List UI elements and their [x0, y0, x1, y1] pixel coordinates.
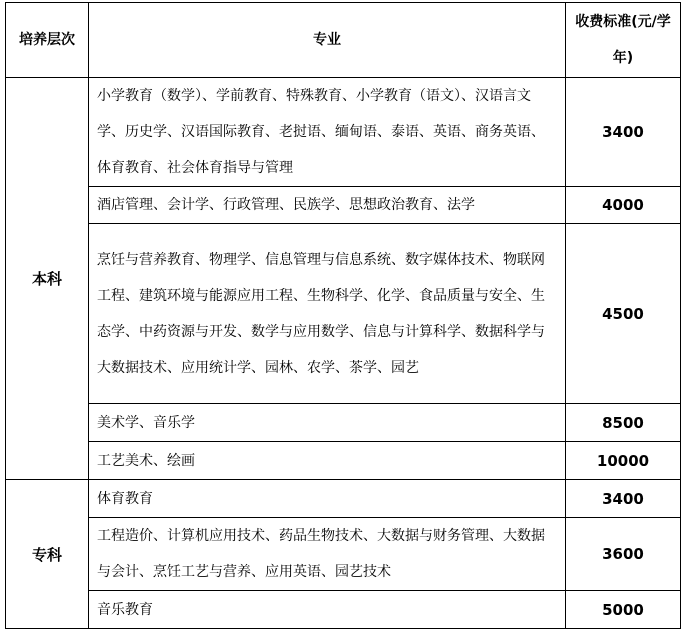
table-row — [6, 78, 681, 187]
majors-cell: 小学教育（数学）、学前教育、特殊教育、小学教育（语文）、汉语言文学、历史学、汉语国际教育、老挝语、缅甸语、泰语、英语、商务英语、体育教育、社会体育指导与管理 — [89, 78, 566, 187]
fee-cell: 4000 — [566, 187, 681, 224]
table-row — [6, 442, 681, 480]
majors-cell: 烹饪与营养教育、物理学、信息管理与信息系统、数字媒体技术、物联网工程、建筑环境与能源应用工程、生物科学、化学、食品质量与安全、生态学、中药资源与开发、数学与应用数学、信息与计算科学、数据科学与大数据技术、应用统计学、园林、农学、茶学、园艺 — [89, 224, 566, 404]
header-major: 专业 — [89, 3, 566, 78]
fee-cell: 10000 — [566, 442, 681, 480]
header-level: 培养层次 — [6, 3, 89, 78]
header-fee: 收费标准(元/学年) — [566, 3, 681, 78]
fee-cell: 4500 — [566, 224, 681, 404]
fee-cell: 8500 — [566, 404, 681, 442]
table-row — [6, 591, 681, 629]
majors-cell: 音乐教育 — [89, 591, 566, 629]
fee-cell: 3400 — [566, 78, 681, 187]
majors-cell: 工程造价、计算机应用技术、药品生物技术、大数据与财务管理、大数据与会计、烹饪工艺与营养、应用英语、园艺技术 — [89, 518, 566, 591]
table-row — [6, 480, 681, 518]
header-row — [6, 3, 681, 78]
table-row — [6, 404, 681, 442]
level-cell-junior-college: 专科 — [6, 480, 89, 629]
majors-cell: 酒店管理、会计学、行政管理、民族学、思想政治教育、法学 — [89, 187, 566, 224]
table-row — [6, 187, 681, 224]
majors-cell: 体育教育 — [89, 480, 566, 518]
level-cell-undergraduate: 本科 — [6, 78, 89, 480]
fee-cell: 5000 — [566, 591, 681, 629]
fee-cell: 3400 — [566, 480, 681, 518]
table-row — [6, 224, 681, 404]
fee-cell: 3600 — [566, 518, 681, 591]
majors-cell: 工艺美术、绘画 — [89, 442, 566, 480]
majors-cell: 美术学、音乐学 — [89, 404, 566, 442]
table-row — [6, 518, 681, 591]
fee-table — [5, 2, 681, 629]
